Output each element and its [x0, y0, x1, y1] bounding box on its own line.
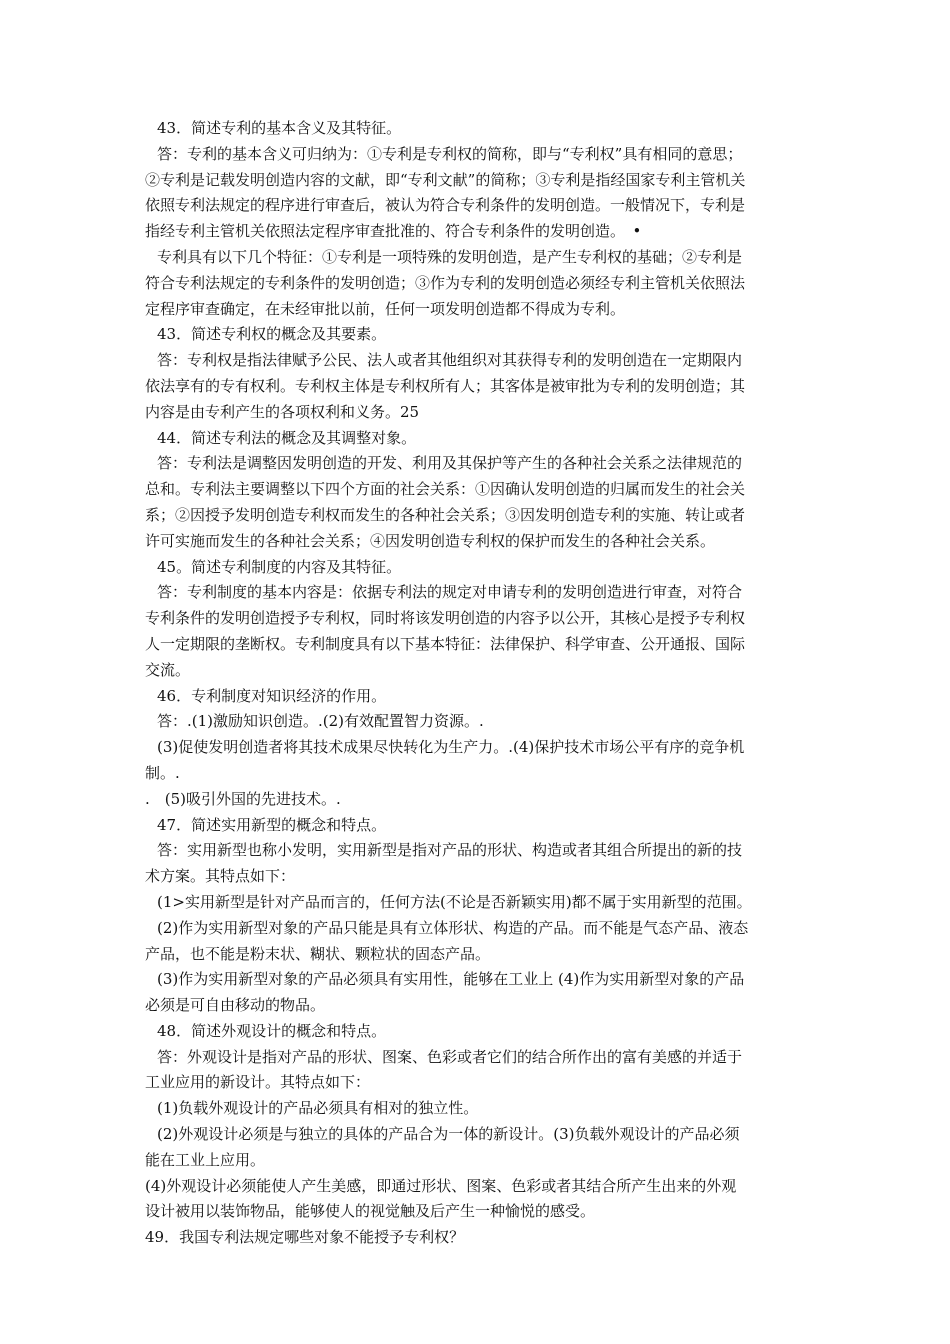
text-line: 术方案。其特点如下：	[145, 867, 296, 886]
text-line: 许可实施而发生的各种社会关系；④因发明创造专利权的保护而发生的各种社会关系。	[145, 531, 716, 550]
text-line: 符合专利法规定的专利条件的发明创造；③作为专利的发明创造必须经专利主管机关依照法	[145, 273, 746, 292]
text-line: 答：.(1)激励知识创造。.(2)有效配置智力资源。.	[157, 712, 484, 731]
text-line: 答：外观设计是指对产品的形状、图案、色彩或者它们的结合所作出的富有美感的并适于	[157, 1047, 743, 1066]
text-line: . (5)吸引外国的先进技术。.	[145, 789, 341, 808]
text-line: 47．简述实用新型的概念和特点。	[157, 815, 387, 834]
text-line: 依法享有的专有权利。专利权主体是专利权所有人；其客体是被审批为专利的发明创造；其	[145, 376, 746, 395]
text-line: 答：专利权是指法律赋予公民、法人或者其他组织对其获得专利的发明创造在一定期限内	[157, 351, 743, 370]
text-line: 必须是可自由移动的物品。	[145, 996, 326, 1015]
text-line: 专利具有以下几个特征：①专利是一项特殊的发明创造，是产生专利权的基础；②专利是	[157, 247, 743, 266]
text-line: 43．简述专利权的概念及其要素。	[157, 325, 387, 344]
text-line: 系；②因授予发明创造专利权而发生的各种社会关系；③因发明创造专利的实施、转让或者	[145, 505, 746, 524]
text-line: 43．简述专利的基本含义及其特征。	[157, 119, 402, 137]
text-line: 45。简述专利制度的内容及其特征。	[157, 557, 402, 576]
text-line: 总和。专利法主要调整以下四个方面的社会关系：①因确认发明创造的归属而发生的社会关	[145, 480, 746, 499]
text-line: 制。.	[145, 763, 180, 782]
text-line: (2)外观设计必须是与独立的具体的产品合为一体的新设计。(3)负载外观设计的产品必须	[157, 1125, 740, 1144]
document-body	[145, 116, 809, 1251]
text-line: 依照专利法规定的程序进行审查后，被认为符合专利条件的发明创造。一般情况下，专利是	[145, 196, 746, 215]
text-line: 设计被用以装饰物品，能够使人的视觉触及后产生一种愉悦的感受。	[145, 1202, 596, 1221]
text-line: 答：实用新型也称小发明，实用新型是指对产品的形状、构造或者其组合所提出的新的技	[157, 841, 743, 860]
text-line: 工业应用的新设计。其特点如下：	[145, 1073, 371, 1092]
text-line: (3)促使发明创造者将其技术成果尽快转化为生产力。.(4)保护技术市场公平有序的竞争机	[157, 738, 745, 757]
text-line: 专利条件的发明创造授予专利权，同时将该发明创造的内容予以公开，其核心是授予专利权	[145, 609, 746, 628]
text-line: (3)作为实用新型对象的产品必须具有实用性，能够在工业上 (4)作为实用新型对象的产品	[157, 970, 745, 989]
text-line: (1>实用新型是针对产品而言的，任何方法(不论是否新颖实用)都不属于实用新型的范围。	[157, 892, 752, 911]
text-line: 49．我国专利法规定哪些对象不能授予专利权？	[145, 1228, 465, 1247]
text-line: 能在工业上应用。	[145, 1150, 266, 1169]
text-line: 答：专利的基本含义可归纳为：①专利是专利权的简称，即与“专利权”具有相同的意思；	[157, 144, 743, 163]
text-line: 定程序审查确定，在未经审批以前，任何一项发明创造都不得成为专利。	[145, 299, 626, 318]
text-line: 答：专利制度的基本内容是：依据专利法的规定对申请专利的发明创造进行审查，对符合	[157, 583, 743, 602]
text-line: 指经专利主管机关依照法定程序审查批准的、符合专利条件的发明创造。 •	[145, 222, 642, 241]
text-line: 46．专利制度对知识经济的作用。	[157, 686, 387, 705]
text-line: 交流。	[145, 660, 191, 679]
text-line: 答：专利法是调整因发明创造的开发、利用及其保护等产生的各种社会关系之法律规范的	[157, 454, 743, 473]
text-line: 44．简述专利法的概念及其调整对象。	[157, 428, 417, 447]
text-line: (4)外观设计必须能使人产生美感，即通过形状、图案、色彩或者其结合所产生出来的外观	[145, 1176, 737, 1195]
text-line: 人一定期限的垄断权。专利制度具有以下基本特征：法律保护、科学审查、公开通报、国际	[145, 634, 746, 653]
text-line: (1)负载外观设计的产品必须具有相对的独立性。	[157, 1099, 479, 1118]
text-line: 产品，也不能是粉末状、糊状、颗粒状的固态产品。	[145, 944, 491, 963]
text-line: ②专利是记载发明创造内容的文献，即“专利文献”的简称；③专利是指经国家专利主管机关	[145, 170, 746, 189]
text-line: 48．简述外观设计的概念和特点。	[157, 1021, 387, 1040]
text-line: 内容是由专利产生的各项权利和义务。25	[145, 402, 420, 421]
text-line: (2)作为实用新型对象的产品只能是具有立体形状、构造的产品。而不能是气态产品、液态	[157, 918, 749, 937]
